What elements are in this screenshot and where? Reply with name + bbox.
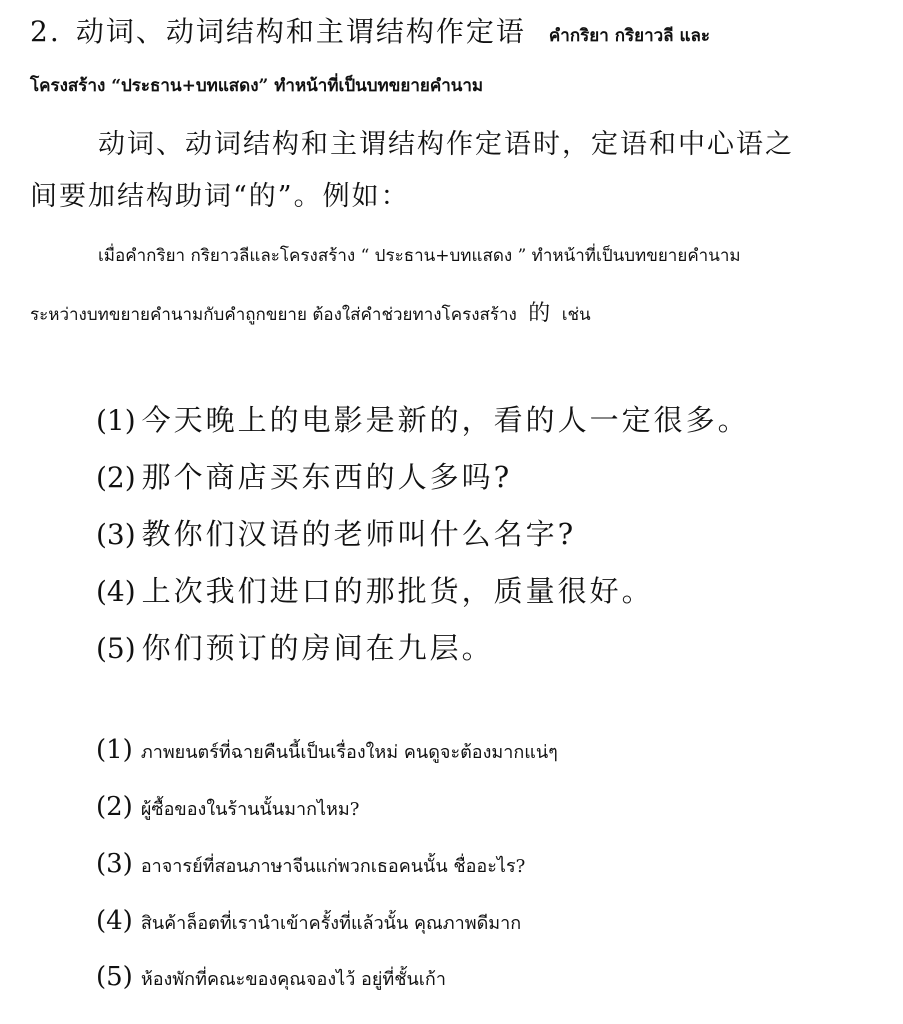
example-th-4 <box>96 906 521 937</box>
example-number: (1) <box>96 404 136 437</box>
example-text: 上次我们进口的那批货，质量很好。 <box>141 574 654 608</box>
example-text: ภาพยนตร์ที่ฉายคืนนี้เป็นเรื่องใหม่ คนดูจะต้องมากแน่ๆ <box>140 742 558 763</box>
example-zh-2 <box>96 455 512 496</box>
section-heading <box>30 10 710 50</box>
example-th-3 <box>96 849 525 880</box>
example-th-1 <box>96 735 558 766</box>
intro-zh-line1: 动词、动词结构和主谓结构作定语时，定语和中心语之 <box>98 129 794 160</box>
section-title-th-part2: โครงสร้าง “ประธาน+บทแสดง” ทำหน้าที่เป็นบทขยายคำนาม <box>30 76 484 96</box>
example-number: (5) <box>96 632 136 665</box>
example-text: สินค้าล็อตที่เรานำเข้าครั้งที่แล้วนั้น คุณภาพดีมาก <box>140 913 522 934</box>
example-text: ผู้ซื้อของในร้านนั้นมากไหม? <box>140 799 360 820</box>
example-number: (3) <box>96 518 136 551</box>
section-number: 2. <box>30 15 61 48</box>
intro-th-line1: เมื่อคำกริยา กริยาวลีและโครงสร้าง “ ประธาน+บทแสดง ” ทำหน้าที่เป็นบทขยายคำนาม <box>98 246 741 266</box>
section-title-zh: 动词、动词结构和主谓结构作定语 <box>75 15 526 48</box>
example-text: 今天晚上的电影是新的，看的人一定很多。 <box>141 403 750 437</box>
example-text: 那个商店买东西的人多吗? <box>141 460 513 494</box>
example-number: (1) <box>96 735 133 765</box>
example-text: 你们预订的房间在九层。 <box>141 631 494 665</box>
example-number: (2) <box>96 792 133 822</box>
example-number: (4) <box>96 575 136 608</box>
example-zh-4 <box>96 569 654 610</box>
example-number: (4) <box>96 906 133 936</box>
example-zh-1 <box>96 398 750 439</box>
example-text: ห้องพักที่คณะของคุณจองไว้ อยู่ที่ชั้นเก้า <box>140 969 446 990</box>
example-text: อาจารย์ที่สอนภาษาจีนแก่พวกเธอคนนั้น ชื่ออะไร? <box>140 856 526 877</box>
example-th-2 <box>96 792 359 823</box>
intro-th-line2-before: ระหว่างบทขยายคำนามกับคำถูกขยาย ต้องใส่คำช่วยทางโครงสร้าง <box>30 305 517 325</box>
intro-th-line2-after: เช่น <box>561 305 591 325</box>
example-th-5 <box>96 962 446 993</box>
intro-th-line2 <box>30 296 591 328</box>
example-zh-5 <box>96 626 494 667</box>
section-title-th-part1: คำกริยา กริยาวลี และ <box>548 26 711 46</box>
example-text: 教你们汉语的老师叫什么名字? <box>141 517 577 551</box>
example-number: (2) <box>96 461 136 494</box>
example-zh-3 <box>96 512 576 553</box>
example-number: (5) <box>96 962 133 992</box>
intro-zh-line2: 间要加结构助词“的”。例如： <box>30 181 410 212</box>
intro-th-line2-zh: 的 <box>528 301 551 326</box>
example-number: (3) <box>96 849 133 879</box>
